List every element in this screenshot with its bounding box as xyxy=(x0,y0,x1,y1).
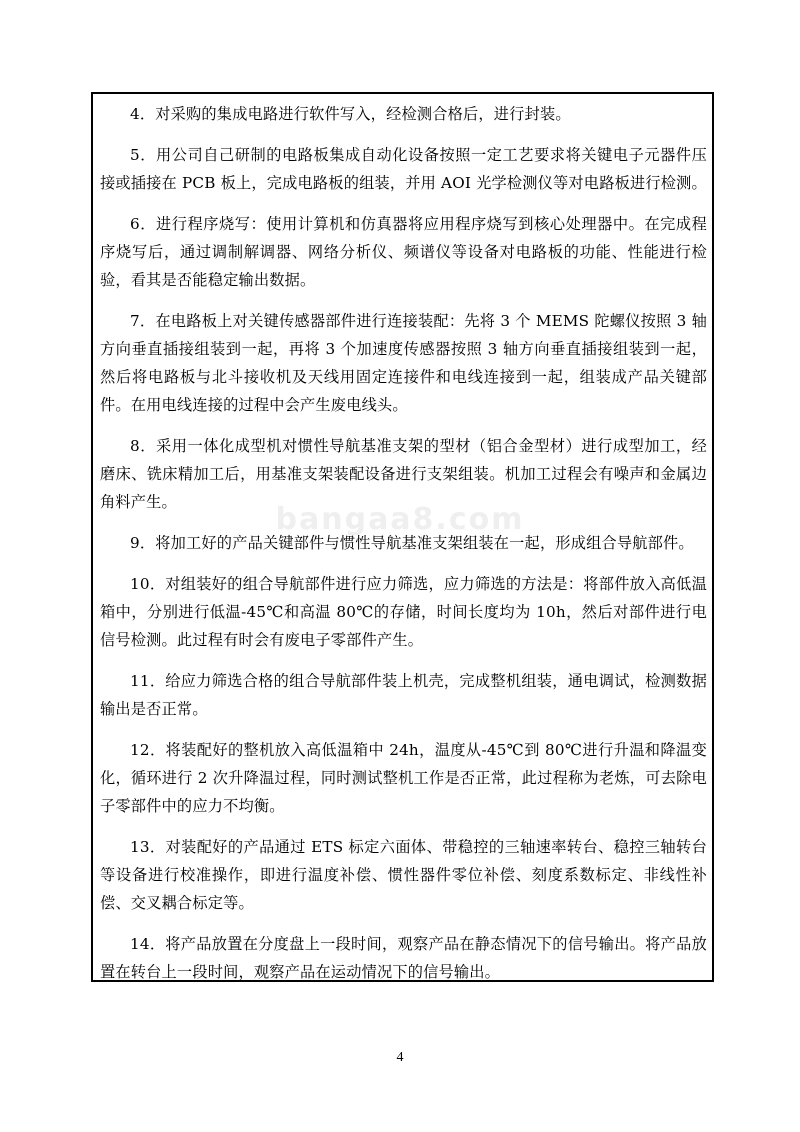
paragraph-step-11: 11．给应力筛选合格的组合导航部件装上机壳，完成整机组装，通电调试，检测数据输出是否正常。 xyxy=(100,672,707,718)
paragraph-step-9: 9．将加工好的产品关键部件与惯性导航基准支架组装在一起，形成组合导航部件。 xyxy=(130,534,694,552)
paragraph-step-6: 6．进行程序烧写：使用计算机和仿真器将应用程序烧写到核心处理器中。在完成程序烧写后，通过调制解调器、网络分析仪、频谱仪等设备对电路板的功能、性能进行检验，看其是否能稳定输出数据。 xyxy=(100,215,707,289)
paragraph-step-4: 4．对采购的集成电路进行软件写入，经检测合格后，进行封装。 xyxy=(130,105,571,123)
paragraph-step-10: 10．对组装好的组合导航部件进行应力筛选，应力筛选的方法是：将部件放入高低温箱中，分别进行低温-45℃和高温 80℃的存储，时间长度均为 10h，然后对部件进行电信号检测。此过程有时会有废电子零部件产生。 xyxy=(100,575,707,649)
page-number: 4 xyxy=(396,1050,404,1065)
document-body xyxy=(100,100,707,999)
paragraph-step-13: 13．对装配好的产品通过 ETS 标定六面体、带稳控的三轴速率转台、稳控三轴转台等设备进行校准操作，即进行温度补偿、惯性器件零位补偿、刻度系数标定、非线性补偿、交叉耦合标定等。 xyxy=(100,838,707,912)
paragraph-step-14: 14．将产品放置在分度盘上一段时间，观察产品在静态情况下的信号输出。将产品放置在转台上一段时间，观察产品在运动情况下的信号输出。 xyxy=(100,935,707,981)
paragraph-step-12: 12．将装配好的整机放入高低温箱中 24h，温度从-45℃到 80℃进行升温和降温变化，循环进行 2 次升降温过程，同时测试整机工作是否正常，此过程称为老炼，可去除电子零部件中的应力不均衡。 xyxy=(100,741,707,815)
paragraph-step-8: 8．采用一体化成型机对惯性导航基准支架的型材（铝合金型材）进行成型加工，经磨床、铣床精加工后，用基准支架装配设备进行支架组装。机加工过程会有噪声和金属边角料产生。 xyxy=(100,437,707,511)
paragraph-step-5: 5．用公司自己研制的电路板集成自动化设备按照一定工艺要求将关键电子元器件压接或插接在 PCB 板上，完成电路板的组装，并用 AOI 光学检测仪等对电路板进行检测。 xyxy=(100,146,707,192)
paragraph-step-7: 7．在电路板上对关键传感器部件进行连接装配：先将 3 个 MEMS 陀螺仪按照 3 轴方向垂直插接组装到一起，再将 3 个加速度传感器按照 3 轴方向垂直插接组装到一起，然后将电路板与北斗接收机及天线用固定连接件和电线连接到一起，组装成产品关键部件。在用电线连接的过程中会产生废电线头。 xyxy=(100,312,707,414)
watermark: bangaa8.com xyxy=(275,502,525,537)
